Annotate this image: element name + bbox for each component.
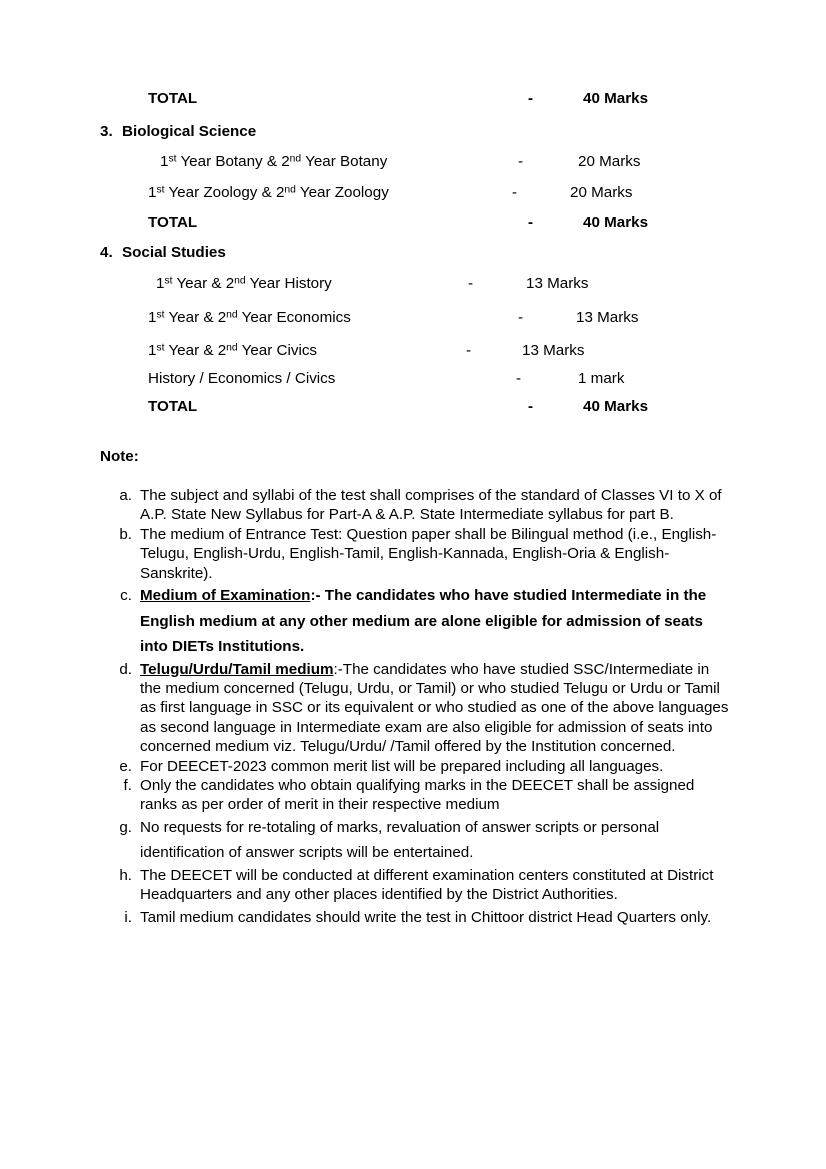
marks-row <box>0 368 826 396</box>
marks-row-label: 1st Year & 2nd Year Civics <box>148 342 318 359</box>
note-item-lead: Medium of Examination <box>140 587 311 605</box>
note-item-marker: a. <box>119 487 132 504</box>
section-title: Social Studies <box>122 244 226 261</box>
marks-row-dash: - <box>528 214 534 231</box>
marks-row <box>0 212 826 242</box>
note-item-text: The subject and syllabi of the test shall comprises of the standard of Classes VI to X of A.P. State New Syllabus for Part-A & A.P. State Intermediate syllabus for part B. <box>140 487 722 524</box>
note-list-item <box>0 776 826 815</box>
marks-row-dash: - <box>528 398 534 415</box>
note-item-text: Tamil medium candidates should write the test in Chittoor district Head Quarters only. <box>140 908 712 926</box>
note-list-item <box>0 660 826 757</box>
note-item-body: :-The candidates who have studied SSC/Intermediate in the medium concerned (Telugu, Urdu, or Tamil) or who studied Telugu or Urdu or Tamil as first language in SSC or its equivalent or who studied as one of the above languages as second language in Intermediate exam are also eligible for admission of seats into concerned medium viz. Telugu/Urdu/ /Tamil offered by the Institution concerned. <box>140 660 729 756</box>
marks-row-value: 1 mark <box>578 370 625 387</box>
note-item-lead: Telugu/Urdu/Tamil medium <box>140 660 334 678</box>
marks-row-value: 40 Marks <box>583 90 649 107</box>
marks-row-value: 40 Marks <box>583 398 649 415</box>
marks-row <box>0 340 826 368</box>
marks-row-dash: - <box>468 275 474 292</box>
marks-row-dash: - <box>512 184 518 201</box>
marks-row-dash: - <box>518 309 524 326</box>
note-item-marker: i. <box>124 908 132 926</box>
marks-row-value: 13 Marks <box>522 342 585 359</box>
subject-section-heading <box>0 242 826 273</box>
note-list-item <box>0 525 826 583</box>
note-item-marker: e. <box>119 757 132 775</box>
marks-row <box>0 88 826 121</box>
note-list-item <box>0 866 826 905</box>
marks-row-dash: - <box>466 342 472 359</box>
note-item-body: :- The candidates who have studied Intermediate in the English medium at any other medium are alone eligible for admission of seats into DIETs Institutions. <box>140 587 707 656</box>
marks-row <box>0 182 826 212</box>
marks-row-label: TOTAL <box>148 90 198 107</box>
marks-row-label: 1st Year Botany & 2nd Year Botany <box>160 153 388 170</box>
marks-row <box>0 273 826 307</box>
note-list-item <box>0 815 826 866</box>
note-item-text: For DEECET-2023 common merit list will be prepared including all languages. <box>140 757 664 775</box>
section-number: 3. <box>100 123 113 140</box>
note-item-marker: g. <box>119 818 132 836</box>
marks-row-dash: - <box>528 90 534 107</box>
marks-row <box>0 307 826 340</box>
marks-row-value: 20 Marks <box>578 153 641 170</box>
note-list-item <box>0 905 826 931</box>
marks-row <box>0 151 826 182</box>
section-number: 4. <box>100 244 113 261</box>
note-item-marker: c. <box>120 587 132 605</box>
marks-row-label: 1st Year Zoology & 2nd Year Zoology <box>148 184 389 201</box>
note-item-marker: f. <box>123 776 132 794</box>
note-list-item <box>0 757 826 776</box>
note-item-text: Only the candidates who obtain qualifying marks in the DEECET shall be assigned ranks as per order of merit in their respective medium <box>140 776 695 814</box>
note-item-text: The medium of Entrance Test: Question paper shall be Bilingual method (i.e., English-Telugu, English-Urdu, English-Tamil, English-Kannada, English-Oria & English-Sanskrite). <box>140 525 717 582</box>
marks-row-value: 13 Marks <box>576 309 639 326</box>
note-list <box>0 486 826 930</box>
note-item-marker: h. <box>119 866 132 884</box>
marks-row-label: 1st Year & 2nd Year History <box>156 275 332 292</box>
marks-row-dash: - <box>518 153 524 170</box>
note-list-item <box>0 583 826 660</box>
marks-row-label: TOTAL <box>148 214 198 231</box>
note-item-marker: d. <box>119 660 132 678</box>
note-list-item <box>0 486 826 525</box>
marks-row-dash: - <box>516 370 522 387</box>
marks-row-label: TOTAL <box>148 398 198 415</box>
marks-row-label: History / Economics / Civics <box>148 370 336 387</box>
marks-row <box>0 396 826 426</box>
marks-row-value: 20 Marks <box>570 184 633 201</box>
note-item-marker: b. <box>119 525 132 543</box>
section-title: Biological Science <box>122 123 257 140</box>
marks-row-value: 13 Marks <box>526 275 589 292</box>
marks-row-label: 1st Year & 2nd Year Economics <box>148 309 351 326</box>
note-heading: Note: <box>100 448 139 465</box>
note-item-text: No requests for re-totaling of marks, revaluation of answer scripts or personal identification of answer scripts will be entertained. <box>140 818 660 862</box>
subject-section-heading <box>0 121 826 151</box>
note-item-text: The DEECET will be conducted at different examination centers constituted at District Headquarters and any other places identified by the District Authorities. <box>140 866 714 904</box>
marks-breakdown-block <box>0 88 826 426</box>
marks-row-value: 40 Marks <box>583 214 649 231</box>
